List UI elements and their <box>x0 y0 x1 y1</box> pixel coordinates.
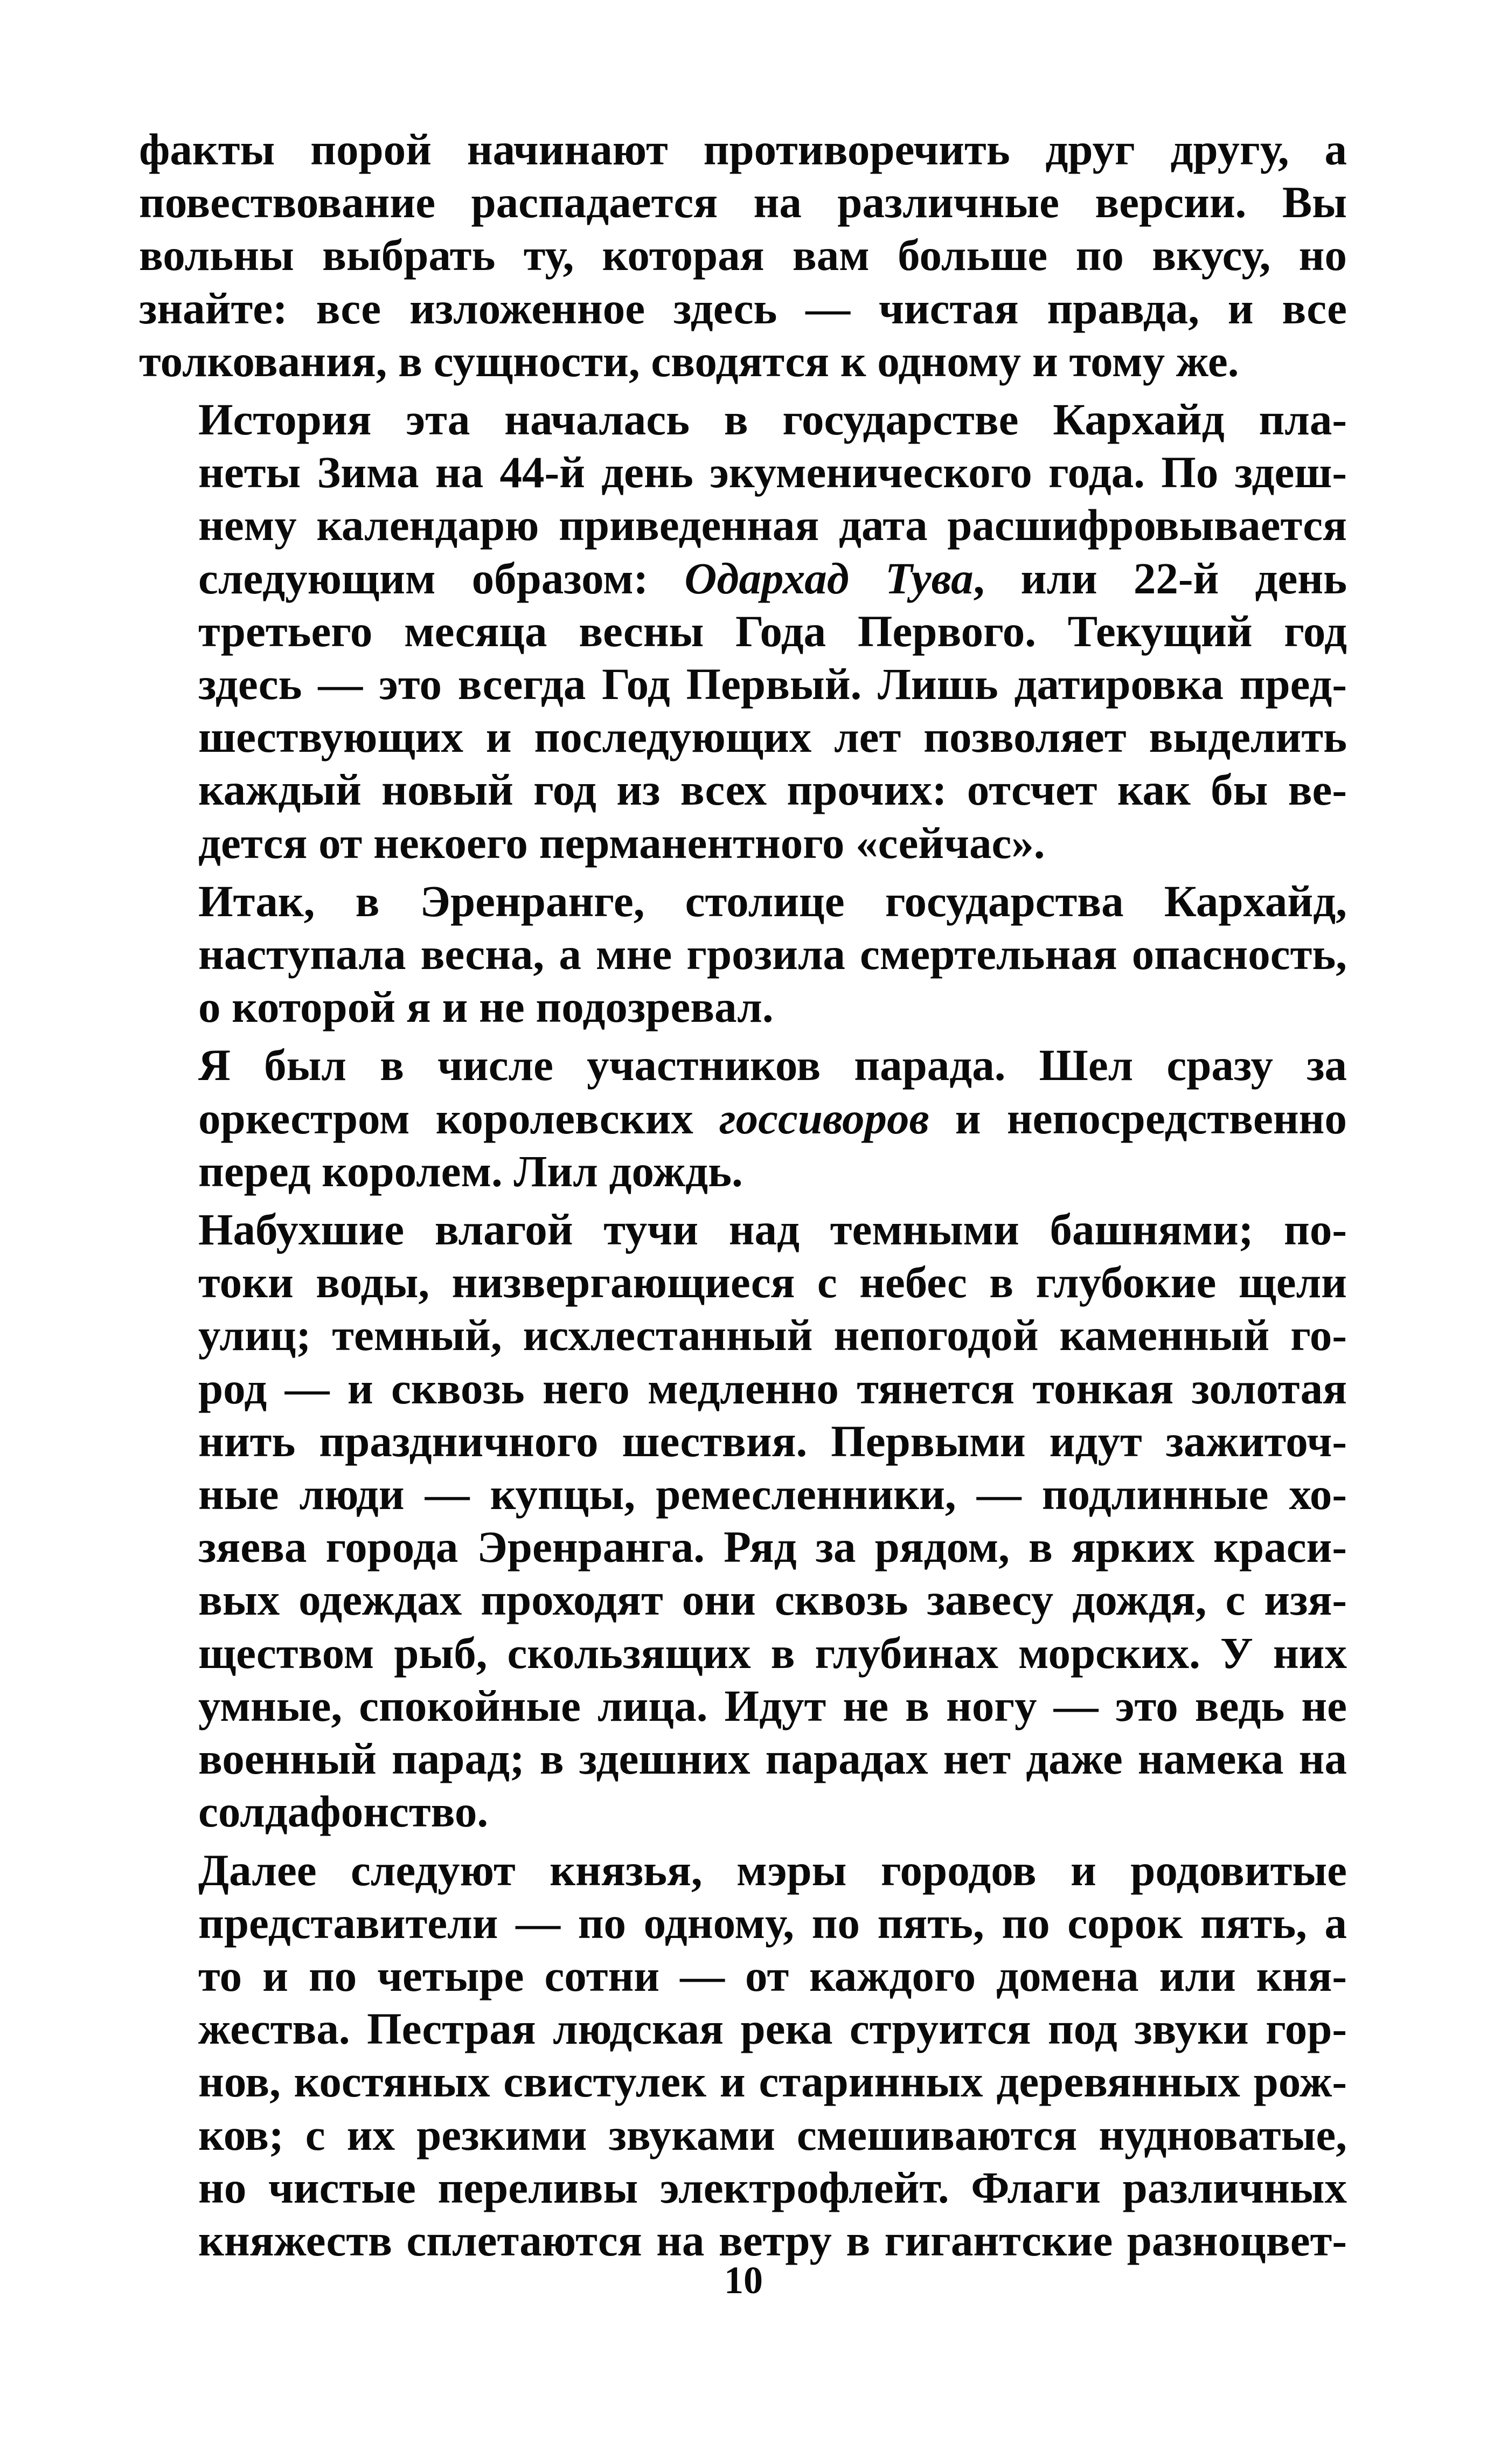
text-segment: каждый новый год из всех прочих: отсчет как бы ве- <box>198 765 1347 815</box>
text-segment: вольны выбрать ту, которая вам больше по вкусу, но <box>139 230 1347 280</box>
text-line <box>139 1415 1347 1468</box>
text-line <box>139 446 1347 499</box>
text-line <box>139 875 1347 928</box>
page-number: 10 <box>724 2259 763 2302</box>
text-line <box>139 1949 1347 2002</box>
text-line <box>139 1679 1347 1732</box>
text-line <box>139 980 1347 1033</box>
paragraph <box>139 1844 1347 2267</box>
text-segment: ков; с их резкими звуками смешиваются нудноватые, <box>198 2109 1347 2160</box>
text-segment: Набухшие влагой тучи над темными башнями; по- <box>198 1205 1347 1255</box>
text-line <box>139 1626 1347 1679</box>
text-segment: ные люди — купцы, ремесленники, — подлинные хо- <box>198 1469 1347 1519</box>
text-segment: улиц; темный, исхлестанный непогодой каменный го- <box>198 1310 1347 1360</box>
text-segment: но чистые переливы электрофлейт. Флаги различных <box>198 2162 1347 2212</box>
text-segment: , или 22-й день <box>973 553 1347 603</box>
text-segment: представители — по одному, по пять, по сорок пять, а <box>198 1898 1347 1948</box>
text-segment: то и по четыре сотни — от каждого домена или кня- <box>198 1950 1347 2001</box>
text-segment: умные, спокойные лица. Идут не в ногу — это ведь не <box>198 1680 1347 1731</box>
text-line <box>139 2108 1347 2161</box>
text-line <box>139 816 1347 869</box>
paragraph <box>139 393 1347 869</box>
text-segment: княжеств сплетаются на ветру в гигантские разноцвет- <box>198 2215 1347 2265</box>
text-segment: дется от некоего перманентного «сейчас». <box>198 818 1045 868</box>
text-segment: перед королем. Лил дождь. <box>198 1146 743 1196</box>
text-line <box>139 1256 1347 1309</box>
text-line <box>139 1362 1347 1415</box>
text-line <box>139 335 1347 387</box>
text-segment: знайте: все изложенное здесь — чистая правда, и все <box>139 283 1347 333</box>
text-segment: История эта началась в государстве Кархайд пла- <box>198 394 1347 445</box>
text-segment: Итак, в Эренранге, столице государства Кархайд, <box>198 876 1347 926</box>
text-line <box>139 499 1347 551</box>
text-line <box>139 2161 1347 2214</box>
body-text <box>139 123 1347 2272</box>
paragraph <box>139 875 1347 1034</box>
paragraph <box>139 123 1347 387</box>
text-segment: токи воды, низвергающиеся с небес в глубокие щели <box>198 1257 1347 1307</box>
text-segment: факты порой начинают противоречить друг другу, а <box>139 124 1347 174</box>
text-segment: третьего месяца весны Года Первого. Текущий год <box>198 606 1347 656</box>
text-line <box>139 1203 1347 1256</box>
text-segment: ществом рыб, скользящих в глубинах морских. У них <box>198 1628 1347 1678</box>
paragraph <box>139 1039 1347 1198</box>
italic-term: Одархад Тува <box>684 553 974 603</box>
text-line <box>139 657 1347 710</box>
text-line <box>139 393 1347 446</box>
text-line <box>139 710 1347 763</box>
text-line <box>139 1092 1347 1145</box>
text-line <box>139 1468 1347 1520</box>
text-segment: жества. Пестрая людская река струится под звуки гор- <box>198 2004 1347 2054</box>
text-segment: солдафонство. <box>198 1787 489 1837</box>
text-segment: Далее следуют князья, мэры городов и родовитые <box>198 1845 1347 1895</box>
text-line <box>139 928 1347 980</box>
text-segment: шествующих и последующих лет позволяет выделить <box>198 712 1347 762</box>
text-segment: военный парад; в здешних парадах нет даже намека на <box>198 1734 1347 1784</box>
text-segment: наступала весна, а мне грозила смертельная опасность, <box>198 929 1347 979</box>
text-segment: следующим образом: <box>198 553 685 603</box>
italic-term: госсиворов <box>719 1093 929 1143</box>
text-segment: оркестром королевских <box>198 1093 719 1143</box>
text-line <box>139 1844 1347 1897</box>
text-line <box>139 1785 1347 1838</box>
text-line <box>139 1520 1347 1573</box>
text-segment: толкования, в сущности, сводятся к одному и тому же. <box>139 336 1239 386</box>
text-line <box>139 2055 1347 2108</box>
text-line <box>139 605 1347 657</box>
text-segment: о которой я и не подозревал. <box>198 982 774 1032</box>
text-line <box>139 229 1347 281</box>
text-line <box>139 552 1347 605</box>
text-line <box>139 763 1347 816</box>
text-segment: род — и сквозь него медленно тянется тонкая золотая <box>198 1363 1347 1413</box>
text-line <box>139 1039 1347 1091</box>
text-line <box>139 1573 1347 1626</box>
text-segment: нить праздничного шествия. Первыми идут зажиточ- <box>198 1416 1347 1466</box>
text-line <box>139 123 1347 176</box>
text-line <box>139 2002 1347 2055</box>
text-line <box>139 1897 1347 1949</box>
text-segment: здесь — это всегда Год Первый. Лишь датировка пред- <box>198 659 1347 709</box>
text-segment: зяева города Эренранга. Ряд за рядом, в ярких краси- <box>198 1522 1347 1572</box>
text-segment: нему календарю приведенная дата расшифровывается <box>198 500 1347 550</box>
text-segment: Я был в числе участников парада. Шел сразу за <box>198 1040 1347 1090</box>
text-line <box>139 1145 1347 1198</box>
text-line <box>139 282 1347 335</box>
text-segment: вых одеждах проходят они сквозь завесу дождя, с изя- <box>198 1575 1347 1625</box>
text-line <box>139 1309 1347 1361</box>
text-segment: и непосредственно <box>929 1093 1347 1143</box>
text-segment: неты Зима на 44-й день экуменического года. По здеш- <box>198 447 1347 497</box>
text-line <box>139 1732 1347 1785</box>
text-segment: нов, костяных свистулек и старинных деревянных рож- <box>198 2057 1347 2107</box>
text-segment: повествование распадается на различные версии. Вы <box>139 177 1347 227</box>
text-line <box>139 176 1347 229</box>
paragraph <box>139 1203 1347 1838</box>
